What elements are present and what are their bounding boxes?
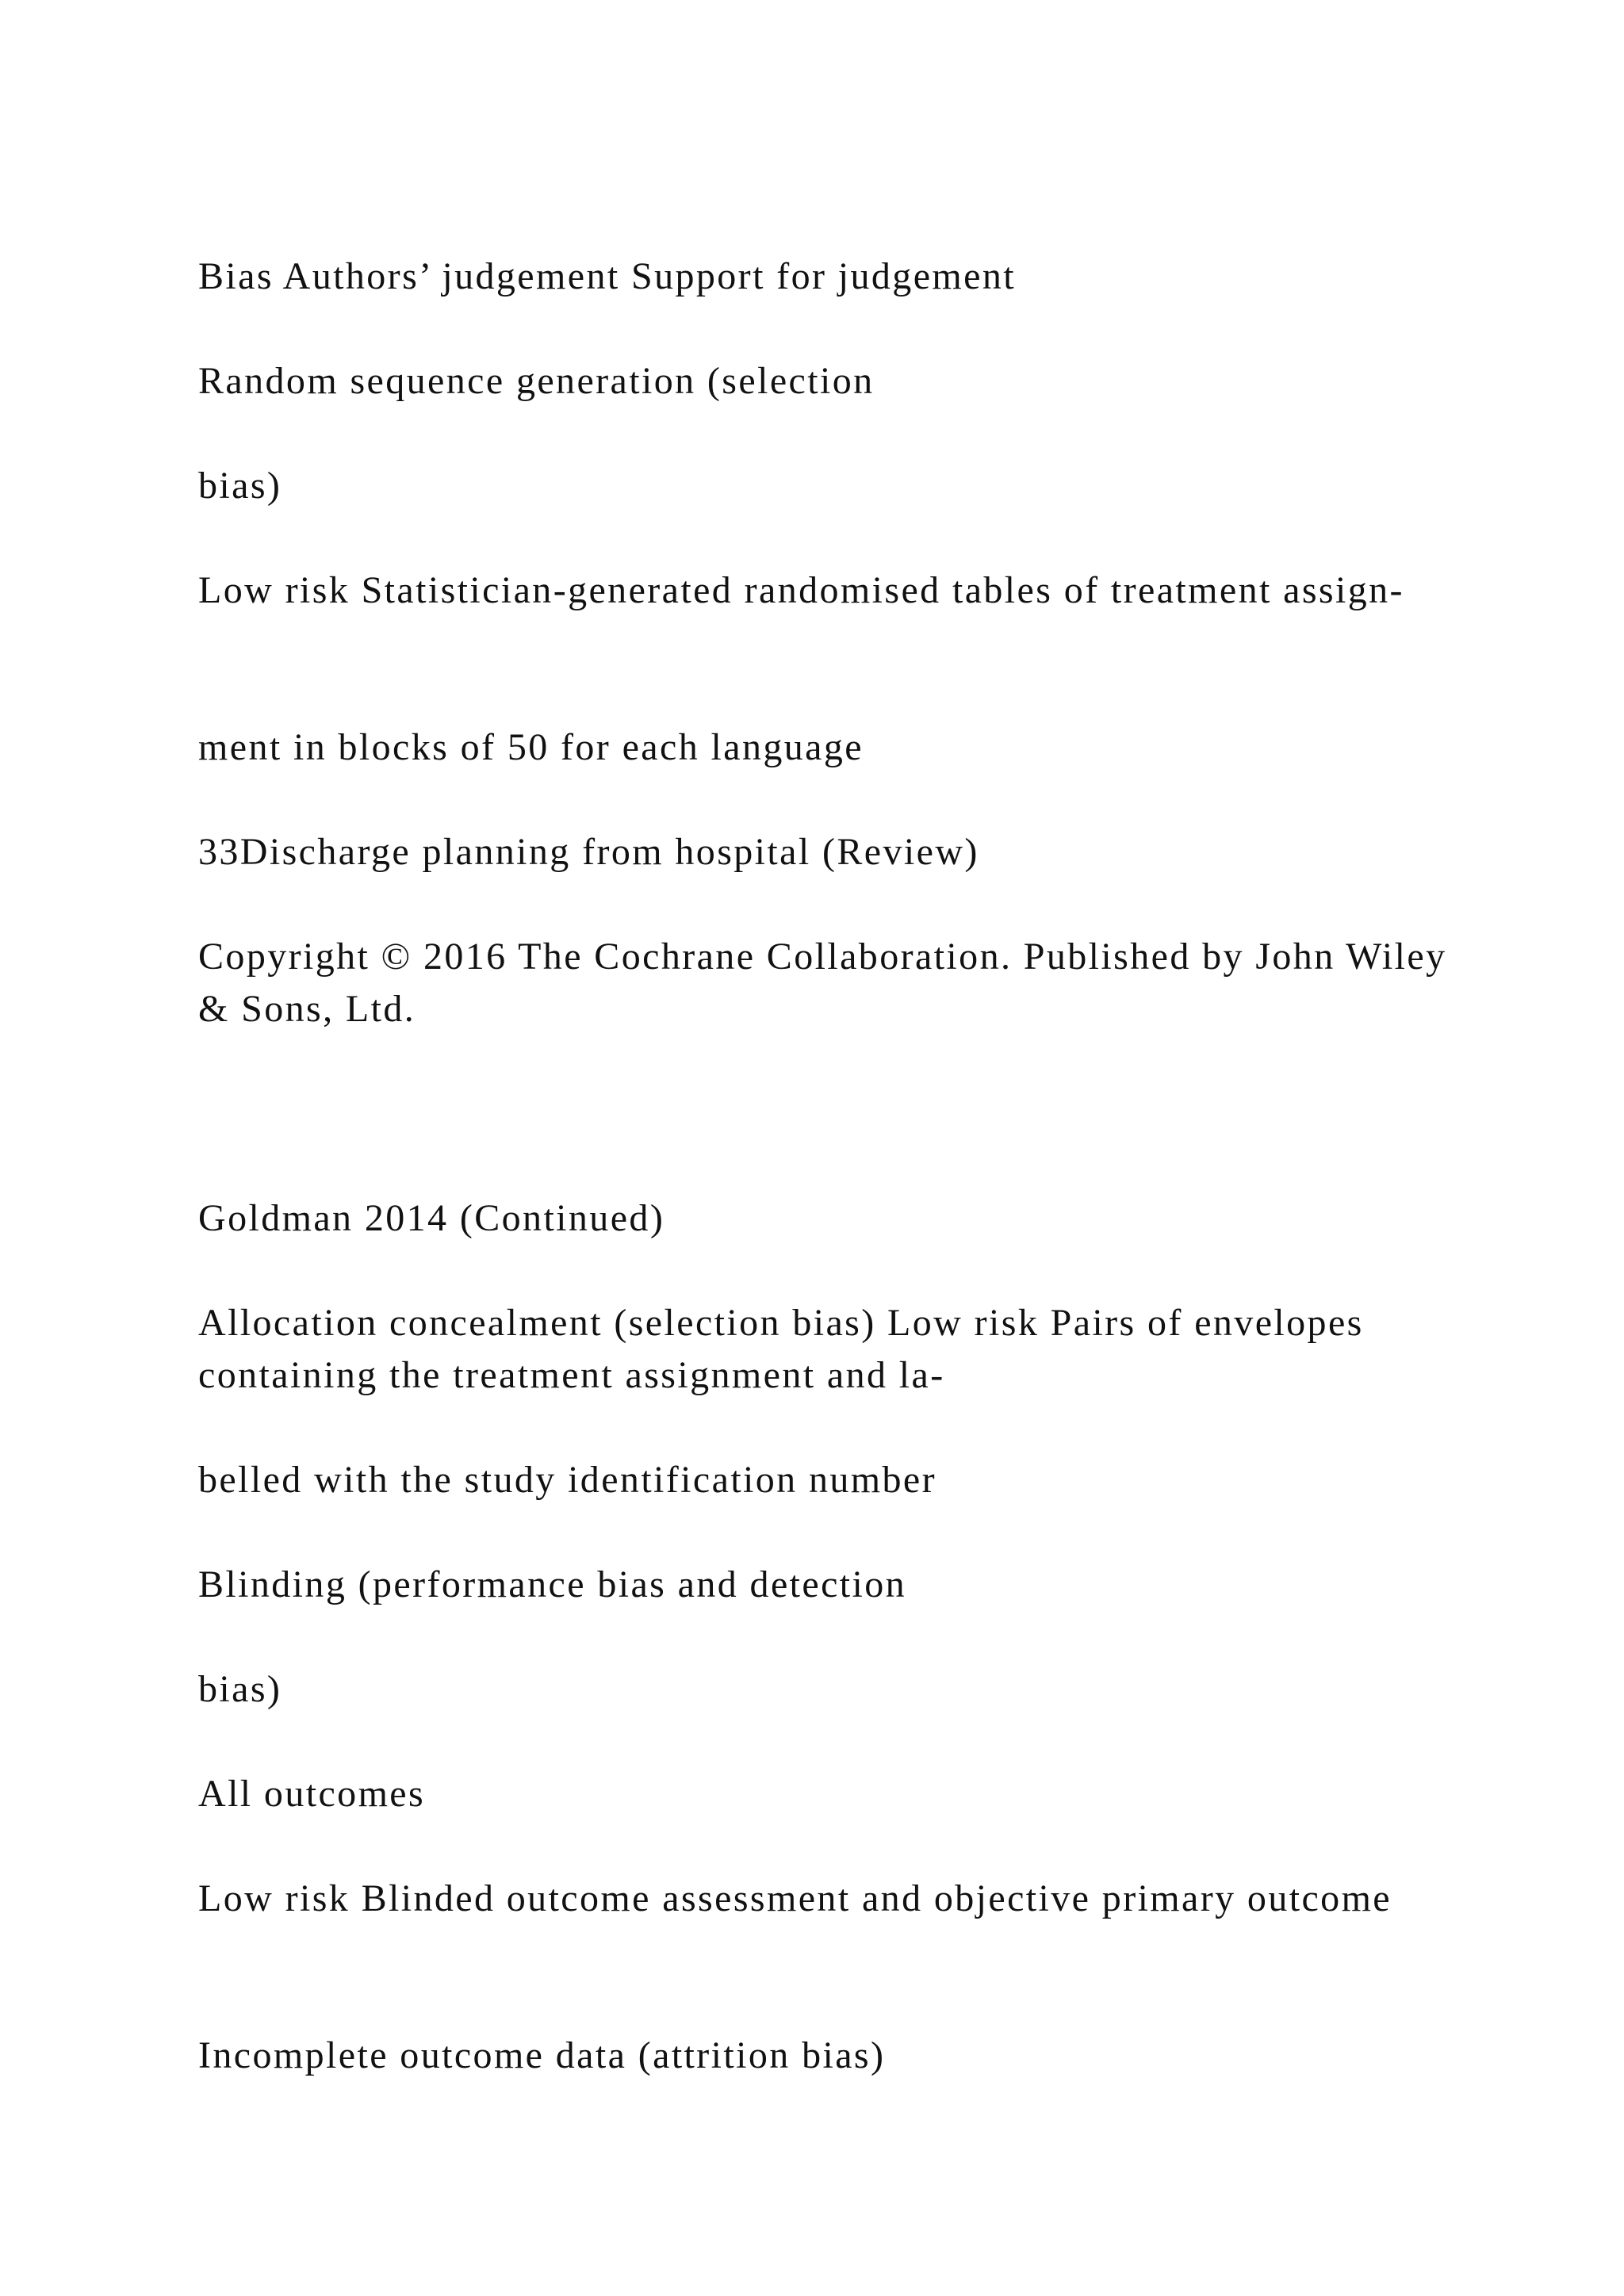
attrition-domain-label: Incomplete outcome data (attrition bias)	[198, 2034, 886, 2076]
allocation-concealment-text: Allocation concealment (selection bias) Low risk Pairs of envelopes containing the treatment assignment and la-	[198, 1302, 1364, 1396]
risk-judgement-text-continued: ment in blocks of 50 for each language	[198, 726, 864, 768]
blinding-domain-label: Blinding (performance bias and detection	[198, 1563, 907, 1605]
bias-domain-label: Random sequence generation (selection	[198, 360, 875, 402]
bias-domain-label-continued: bias)	[198, 465, 282, 507]
blinding-judgement-text: Low risk Blinded outcome assessment and objective primary outcome	[198, 1877, 1392, 1919]
risk-judgement-text: Low risk Statistician-generated randomised tables of treatment assign-	[198, 569, 1404, 611]
section-heading: Goldman 2014 (Continued)	[198, 1197, 665, 1239]
table-header-line: Bias Authors’ judgement Support for judgement	[198, 255, 1016, 297]
page-footer-title: 33Discharge planning from hospital (Review)	[198, 831, 979, 873]
copyright-notice: Copyright © 2016 The Cochrane Collaboration. Published by John Wiley & Sons, Ltd.	[198, 936, 1447, 1030]
blinding-domain-label-continued: bias)	[198, 1668, 282, 1710]
outcomes-label: All outcomes	[198, 1773, 426, 1815]
allocation-concealment-text-continued: belled with the study identification number	[198, 1459, 937, 1501]
